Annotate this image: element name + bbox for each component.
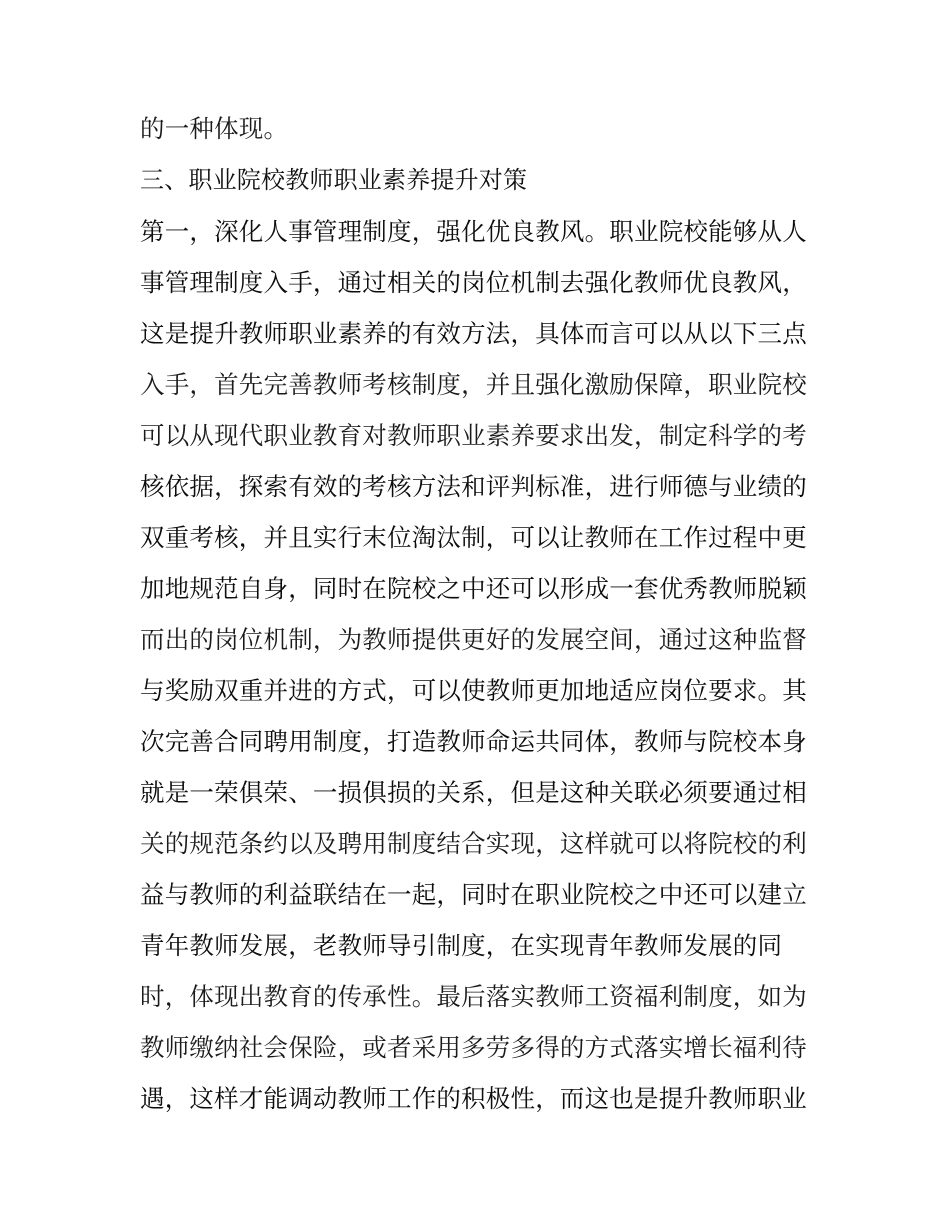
text-line: 事管理制度入手，通过相关的岗位机制去强化教师优良教风， (140, 268, 807, 297)
text-line: 入手，首先完善教师考核制度，并且强化激励保障，职业院校 (140, 370, 807, 399)
text-line: 与奖励双重并进的方式，可以使教师更加地适应岗位要求。其 (140, 676, 807, 705)
text-line: 核依据，探索有效的考核方法和评判标准，进行师德与业绩的 (140, 472, 807, 501)
text-line: 加地规范自身，同时在院校之中还可以形成一套优秀教师脱颖 (140, 574, 807, 603)
text-line: 益与教师的利益联结在一起，同时在职业院校之中还可以建立 (140, 880, 807, 909)
text-line: 这是提升教师职业素养的有效方法，具体而言可以从以下三点 (140, 319, 807, 348)
text-line-continuation: 的一种体现。 (140, 114, 289, 143)
text-line: 可以从现代职业教育对教师职业素养要求出发，制定科学的考 (140, 421, 807, 450)
text-line: 第一，深化人事管理制度，强化优良教风。职业院校能够从人 (140, 217, 807, 246)
text-line: 时，体现出教育的传承性。最后落实教师工资福利制度，如为 (140, 982, 807, 1011)
text-line: 青年教师发展，老教师导引制度，在实现青年教师发展的同 (140, 931, 783, 960)
text-line: 就是一荣俱荣、一损俱损的关系，但是这种关联必须要通过相 (140, 778, 807, 807)
text-line: 教师缴纳社会保险，或者采用多劳多得的方式落实增长福利待 (140, 1033, 807, 1062)
text-line: 而出的岗位机制，为教师提供更好的发展空间，通过这种监督 (140, 625, 807, 654)
text-line: 遇，这样才能调动教师工作的积极性，而这也是提升教师职业 (140, 1084, 807, 1113)
text-line: 次完善合同聘用制度，打造教师命运共同体，教师与院校本身 (140, 727, 807, 756)
text-line: 双重考核，并且实行末位淘汰制，可以让教师在工作过程中更 (140, 523, 807, 552)
text-line: 关的规范条约以及聘用制度结合实现，这样就可以将院校的利 (140, 829, 807, 858)
section-heading: 三、职业院校教师职业素养提升对策 (140, 166, 528, 194)
